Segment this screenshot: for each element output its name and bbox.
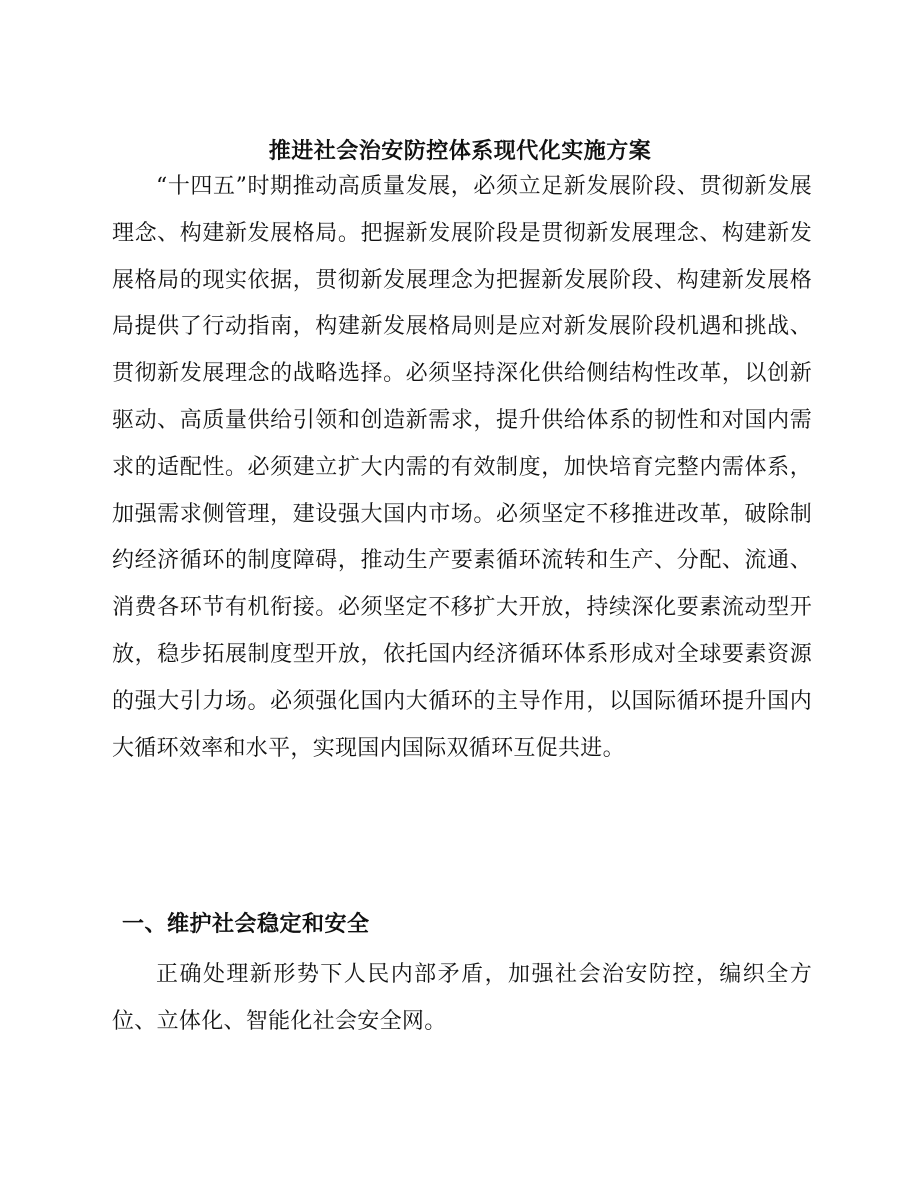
section-heading: 一、维护社会稳定和安全: [122, 911, 370, 937]
intro-paragraph: “十四五”时期推动高质量发展，必须立足新发展阶段、贯彻新发展理念、构建新发展格局。把握新发展阶段是贯彻新发展理念、构建新发展格局的现实依据，贯彻新发展理念为把握新发展阶段、构建新发展格局提供了行动指南，构建新发展格局则是应对新发展阶段机遇和挑战、贯彻新发展理念的战略选择。必须坚持深化供给侧结构性改革，以创新驱动、高质量供给引领和创造新需求，提升供给体系的韧性和对国内需求的适配性。必须建立扩大内需的有效制度，加快培育完整内需体系，加强需求侧管理，建设强大国内市场。必须坚定不移推进改革，破除制约经济循环的制度障碍，推动生产要素循环流转和生产、分配、流通、消费各环节有机衔接。必须坚定不移扩大开放，持续深化要素流动型开放，稳步拓展制度型开放，依托国内经济循环体系形成对全球要素资源的强大引力场。必须强化国内大循环的主导作用，以国际循环提升国内大循环效率和水平，实现国内国际双循环互促共进。: [112, 174, 812, 761]
section-paragraph: 正确处理新形势下人民内部矛盾，加强社会治安防控，编织全方位、立体化、智能化社会安全网。: [112, 962, 812, 1034]
document-title: 推进社会治安防控体系现代化实施方案: [268, 137, 652, 164]
